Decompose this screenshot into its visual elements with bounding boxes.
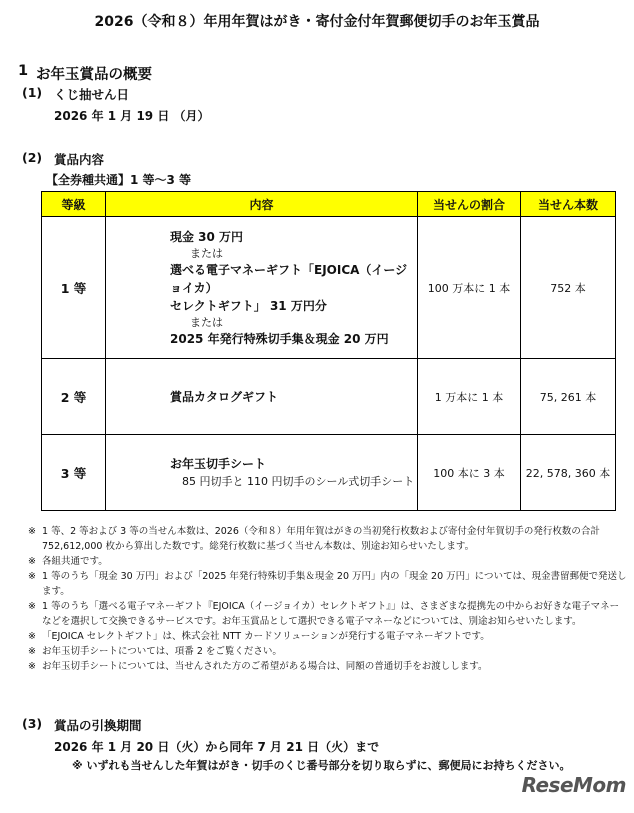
draw-date: 2026 年 1 月 19 日 （月） [54, 109, 210, 123]
section1-heading: お年玉賞品の概要 [36, 67, 152, 83]
content-line: お年玉切手シート [170, 456, 267, 471]
note-item [28, 659, 628, 674]
note-text: 1 等のうち「現金 30 万円」および「2025 年発行特殊切手集＆現金 20 万円」内の「現金 20 万円」については、現金書留郵便で発送します。 [42, 571, 627, 597]
note-item [28, 644, 628, 659]
prize-table [41, 191, 616, 511]
note-marker: ※ [28, 646, 36, 657]
content-line: 賞品カタログギフト [170, 389, 279, 404]
header-content: 内容 [106, 192, 418, 217]
ratio-cell: 100 本に 3 本 [418, 435, 521, 511]
count-cell: 752 本 [521, 217, 616, 359]
note-item [28, 524, 628, 554]
note-item [28, 569, 628, 599]
note-marker: ※ [28, 661, 36, 672]
note-text: 1 等のうち「選べる電子マネーギフト『EJOICA（イージョイカ）セレクトギフト』」は、さまざまな提携先の中からお好きな電子マネーなどを選択して交換できるサービスです。お年玉賞品として選択できる電子マネーなどについては、別途お知らせいたします。 [42, 601, 620, 627]
grade-cell: 1 等 [42, 217, 106, 359]
ratio-cell: 1 万本に 1 本 [418, 359, 521, 435]
note-item [28, 554, 628, 569]
common-note: 【全券種共通】1 等～3 等 [46, 173, 192, 187]
logo-text: ReseMom [521, 773, 626, 797]
content-cell [106, 217, 418, 359]
grade-cell: 2 等 [42, 359, 106, 435]
header-count: 当せん本数 [521, 192, 616, 217]
count-cell: 22, 578, 360 本 [521, 435, 616, 511]
note-marker: ※ [28, 601, 36, 612]
sub1-number: (1) [22, 85, 43, 100]
table-header-row [42, 192, 616, 217]
sub2-number: (2) [22, 150, 43, 165]
content-line: 2025 年発行特殊切手集＆現金 20 万円 [170, 331, 389, 346]
grade-cell: 3 等 [42, 435, 106, 511]
sub2-label: 賞品内容 [54, 152, 105, 167]
note-item [28, 629, 628, 644]
notes-list [28, 524, 628, 674]
note-text: 各組共通です。 [42, 556, 108, 567]
content-line-sub: 85 円切手と 110 円切手のシール式切手シート [182, 474, 415, 488]
note-item [28, 599, 628, 629]
content-cell [106, 359, 418, 435]
note-marker: ※ [28, 631, 36, 642]
header-ratio: 当せんの割合 [418, 192, 521, 217]
page-title: 2026（令和８）年用年賀はがき・寄付金付年賀郵便切手のお年玉賞品 [94, 14, 540, 30]
sub3-label: 賞品の引換期間 [54, 718, 142, 733]
note-marker: ※ [28, 571, 36, 582]
content-line: 現金 30 万円 [170, 229, 244, 244]
content-cell [106, 435, 418, 511]
table-row [42, 217, 616, 359]
note-marker: ※ [28, 526, 36, 537]
content-line: セレクトギフト」 31 万円分 [170, 298, 327, 313]
section1-number: 1 [18, 63, 29, 79]
table-row [42, 359, 616, 435]
sub3-number: (3) [22, 716, 43, 731]
note-text: お年玉切手シートについては、項番 2 をご覧ください。 [42, 646, 282, 657]
content-line-or: または [190, 315, 223, 329]
note-text: お年玉切手シートについては、当せんされた方のご希望がある場合は、同額の普通切手をお渡しします。 [42, 661, 488, 672]
note-marker: ※ [28, 556, 36, 567]
ratio-cell: 100 万本に 1 本 [418, 217, 521, 359]
exchange-period: 2026 年 1 月 20 日（火）から同年 7 月 21 日（火）まで [54, 740, 380, 754]
note-text: 「EJOICA セレクトギフト」は、株式会社 NTT カードソリューションが発行する電子マネーギフトです。 [42, 631, 490, 642]
count-cell: 75, 261 本 [521, 359, 616, 435]
note-text: 1 等、2 等および 3 等の当せん本数は、2026（令和８）年用年賀はがきの当初発行枚数および寄付金付年賀切手の発行枚数の合計 752,612,000 枚から算出した数です。総発行枚数に基づく当せん本数は、別途お知らせいたします。 [42, 526, 600, 552]
table-row [42, 435, 616, 511]
sub1-label: くじ抽せん日 [54, 87, 130, 102]
resemom-logo [522, 773, 626, 797]
exchange-note: ※ いずれも当せんした年賀はがき・切手のくじ番号部分を切り取らずに、郵便局にお持ちください。 [72, 759, 571, 772]
content-line: 選べる電子マネーギフト「EJOICA（イージョイカ） [170, 262, 408, 295]
content-line-or: または [190, 246, 223, 260]
header-grade: 等級 [42, 192, 106, 217]
